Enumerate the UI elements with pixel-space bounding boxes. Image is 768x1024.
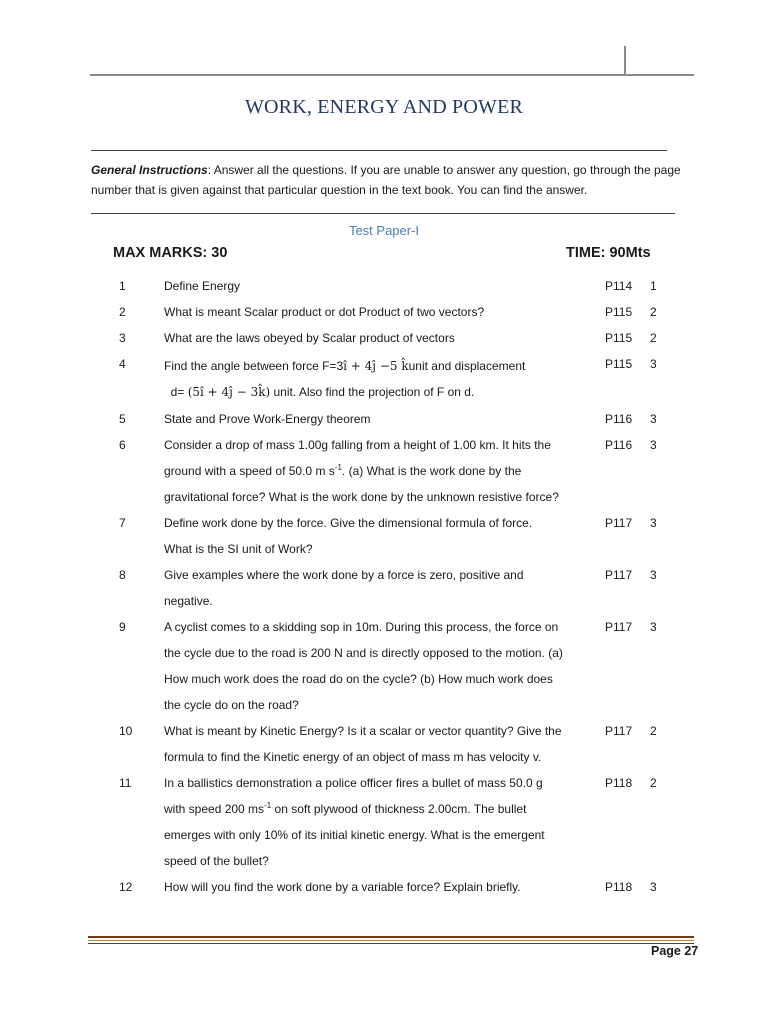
question-marks: 3: [650, 568, 657, 582]
question-page-ref: P115: [605, 357, 633, 371]
question-marks: 3: [650, 357, 657, 371]
question-line: negative.: [164, 594, 213, 608]
question-number: 3: [119, 331, 126, 345]
question-text: [164, 406, 594, 432]
instructions-underline: [91, 213, 675, 214]
question-number: 2: [119, 305, 126, 319]
question-line: gravitational force? What is the work done by the unknown resistive force?: [164, 490, 559, 504]
question-marks: 3: [650, 620, 657, 634]
question-line: What are the laws obeyed by Scalar product of vectors: [164, 331, 455, 345]
question-line: A cyclist comes to a skidding sop in 10m. During this process, the force on: [164, 620, 559, 634]
superscript: -1: [264, 801, 272, 810]
question-line: [164, 379, 594, 405]
question-line-text: with speed 200 ms: [164, 802, 265, 816]
question-text: [164, 770, 594, 874]
test-paper-subtitle: Test Paper-I: [348, 223, 420, 238]
question-line: Consider a drop of mass 1.00g falling from a height of 1.00 km. It hits the: [164, 438, 551, 452]
instructions-label: General Instructions: [91, 163, 208, 177]
question-page-ref: P114: [605, 279, 633, 293]
question-line-text: ground with a speed of 50.0 m s: [164, 464, 335, 478]
question-number: 8: [119, 568, 126, 582]
question-line-text: unit and displacement: [408, 359, 526, 373]
question-line: Define work done by the force. Give the dimensional formula of force.: [164, 516, 533, 530]
question-marks: 1: [650, 279, 657, 293]
question-page-ref: P116: [605, 438, 633, 452]
question-text: [164, 874, 594, 900]
question-number: 9: [119, 620, 126, 634]
question-number: 4: [119, 357, 126, 371]
question-marks: 3: [650, 438, 657, 452]
question-line: What is the SI unit of Work?: [164, 542, 313, 556]
question-text: [164, 510, 594, 562]
question-text: [164, 351, 594, 405]
question-page-ref: P115: [605, 305, 633, 319]
question-line: Give examples where the work done by a force is zero, positive and: [164, 568, 524, 582]
footer-rule-middle: [88, 940, 694, 941]
question-line: State and Prove Work-Energy theorem: [164, 412, 371, 426]
question-page-ref: P117: [605, 724, 633, 738]
question-marks: 3: [650, 412, 657, 426]
question-line: emerges with only 10% of its initial kinetic energy. What is the emergent: [164, 828, 545, 842]
footer-rule-bottom: [88, 943, 694, 944]
question-line: formula to find the Kinetic energy of an object of mass m has velocity v.: [164, 750, 542, 764]
question-text: [164, 432, 594, 510]
question-page-ref: P116: [605, 412, 633, 426]
question-line: What is meant by Kinetic Energy? Is it a scalar or vector quantity? Give the: [164, 724, 562, 738]
question-number: 11: [119, 776, 132, 790]
question-line-text: on soft plywood of thickness 2.00cm. The bullet: [271, 802, 527, 816]
question-number: 7: [119, 516, 126, 530]
question-number: 12: [119, 880, 133, 894]
question-line: [164, 796, 594, 822]
question-marks: 3: [650, 880, 657, 894]
question-number: 1: [119, 279, 126, 293]
page-title: WORK, ENERGY AND POWER: [244, 96, 524, 118]
superscript: -1: [334, 463, 342, 472]
question-line: What is meant Scalar product or dot Product of two vectors?: [164, 305, 485, 319]
footer-rule-top: [88, 936, 694, 938]
question-marks: 2: [650, 776, 657, 790]
question-number: 5: [119, 412, 126, 426]
question-line: [164, 458, 594, 484]
question-line-text: d=: [170, 385, 188, 399]
question-text: [164, 718, 594, 770]
force-vector-math: î + 4ĵ −5 k̂: [343, 359, 409, 373]
question-page-ref: P117: [605, 516, 633, 530]
question-line: the cycle due to the road is 200 N and is directly opposed to the motion. (a): [164, 646, 563, 660]
question-line-text: . (a) What is the work done by the: [341, 464, 522, 478]
page-number: Page 27: [651, 944, 699, 958]
time-allowed: TIME: 90Mts: [566, 245, 651, 261]
question-marks: 2: [650, 305, 657, 319]
question-line: How much work does the road do on the cycle? (b) How much work does: [164, 672, 553, 686]
question-line: In a ballistics demonstration a police officer fires a bullet of mass 50.0 g: [164, 776, 543, 790]
displacement-vector-math: (5î + 4ĵ − 3k̂): [187, 385, 271, 399]
question-number: 10: [119, 724, 133, 738]
question-page-ref: P118: [605, 880, 633, 894]
question-text: [164, 299, 594, 325]
max-marks: MAX MARKS: 30: [113, 245, 228, 261]
question-text: [164, 614, 594, 718]
question-text: [164, 273, 594, 299]
question-line: Define Energy: [164, 279, 241, 293]
question-page-ref: P118: [605, 776, 633, 790]
question-text: [164, 325, 594, 351]
question-line: the cycle do on the road?: [164, 698, 299, 712]
title-underline: [91, 150, 667, 151]
instructions-text: : Answer all the questions. If you are unable to answer any question, go through the page number that is given against that particular question in the text book. You can find the answer.: [91, 163, 681, 197]
question-page-ref: P117: [605, 620, 633, 634]
question-line-text: Find the angle between force F=3: [164, 359, 344, 373]
question-page-ref: P115: [605, 331, 633, 345]
question-line-text: unit. Also find the projection of F on d.: [270, 385, 475, 399]
question-marks: 2: [650, 331, 657, 345]
header-rule: [90, 74, 694, 76]
question-marks: 3: [650, 516, 657, 530]
question-number: 6: [119, 438, 126, 452]
question-line: [164, 353, 594, 379]
general-instructions: [91, 161, 691, 200]
question-page-ref: P117: [605, 568, 633, 582]
header-tick-mark: [624, 46, 626, 76]
question-marks: 2: [650, 724, 657, 738]
question-line: speed of the bullet?: [164, 854, 269, 868]
question-line: How will you find the work done by a variable force? Explain briefly.: [164, 880, 521, 894]
question-text: [164, 562, 594, 614]
